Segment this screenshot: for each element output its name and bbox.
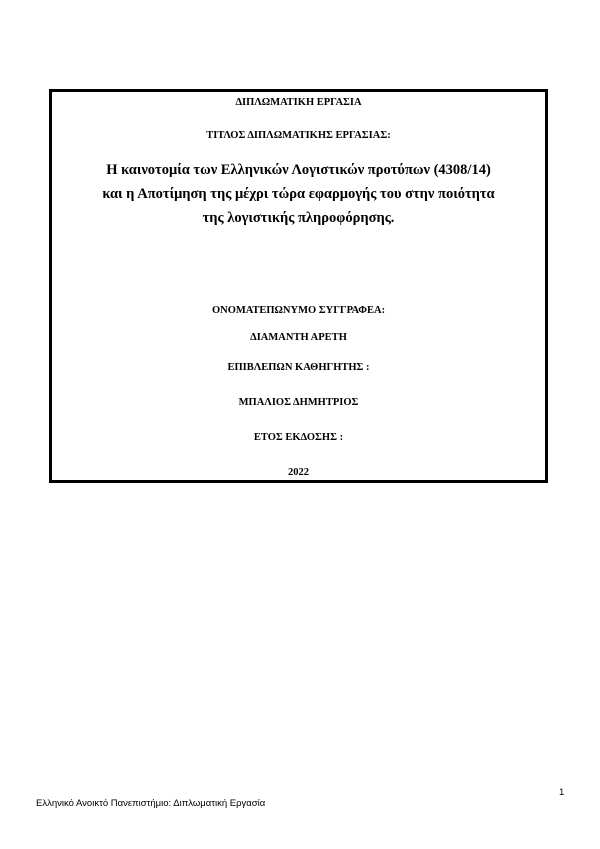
supervisor-name: ΜΠΑΛΙΟΣ ΔΗΜΗΤΡΙΟΣ <box>238 397 359 408</box>
thesis-title <box>52 158 545 230</box>
document-type: ΔΙΠΛΩΜΑΤΙΚΗ ΕΡΓΑΣΙΑ <box>235 97 362 108</box>
thesis-title-line-1: Η καινοτομία των Ελληνικών Λογιστικών προτύπων (4308/14) <box>106 162 491 178</box>
thesis-title-line-3: της λογιστικής πληροφόρησης. <box>202 210 395 226</box>
thesis-title-line-2: και η Αποτίμηση της μέχρι τώρα εφαρμογής του στην ποιότητα <box>102 186 495 202</box>
publication-year: 2022 <box>288 467 309 478</box>
author-label: ΟΝΟΜΑΤΕΠΩΝΥΜΟ ΣΥΓΓΡΑΦΕΑ: <box>211 305 386 316</box>
title-label: ΤΙΤΛΟΣ ΔΙΠΛΩΜΑΤΙΚΗΣ ΕΡΓΑΣΙΑΣ: <box>206 130 391 141</box>
supervisor-label: ΕΠΙΒΛΕΠΩΝ ΚΑΘΗΓΗΤΗΣ : <box>227 362 370 373</box>
cover-title-box <box>49 89 548 483</box>
footer-text: Ελληνικό Ανοικτό Πανεπιστήμιο: Διπλωματική Εργασία <box>36 798 266 809</box>
page-number: 1 <box>559 787 565 798</box>
year-label: ΕΤΟΣ ΕΚΔΟΣΗΣ : <box>253 432 344 443</box>
author-name: ΔΙΑΜΑΝΤΗ ΑΡΕΤΗ <box>250 332 347 343</box>
